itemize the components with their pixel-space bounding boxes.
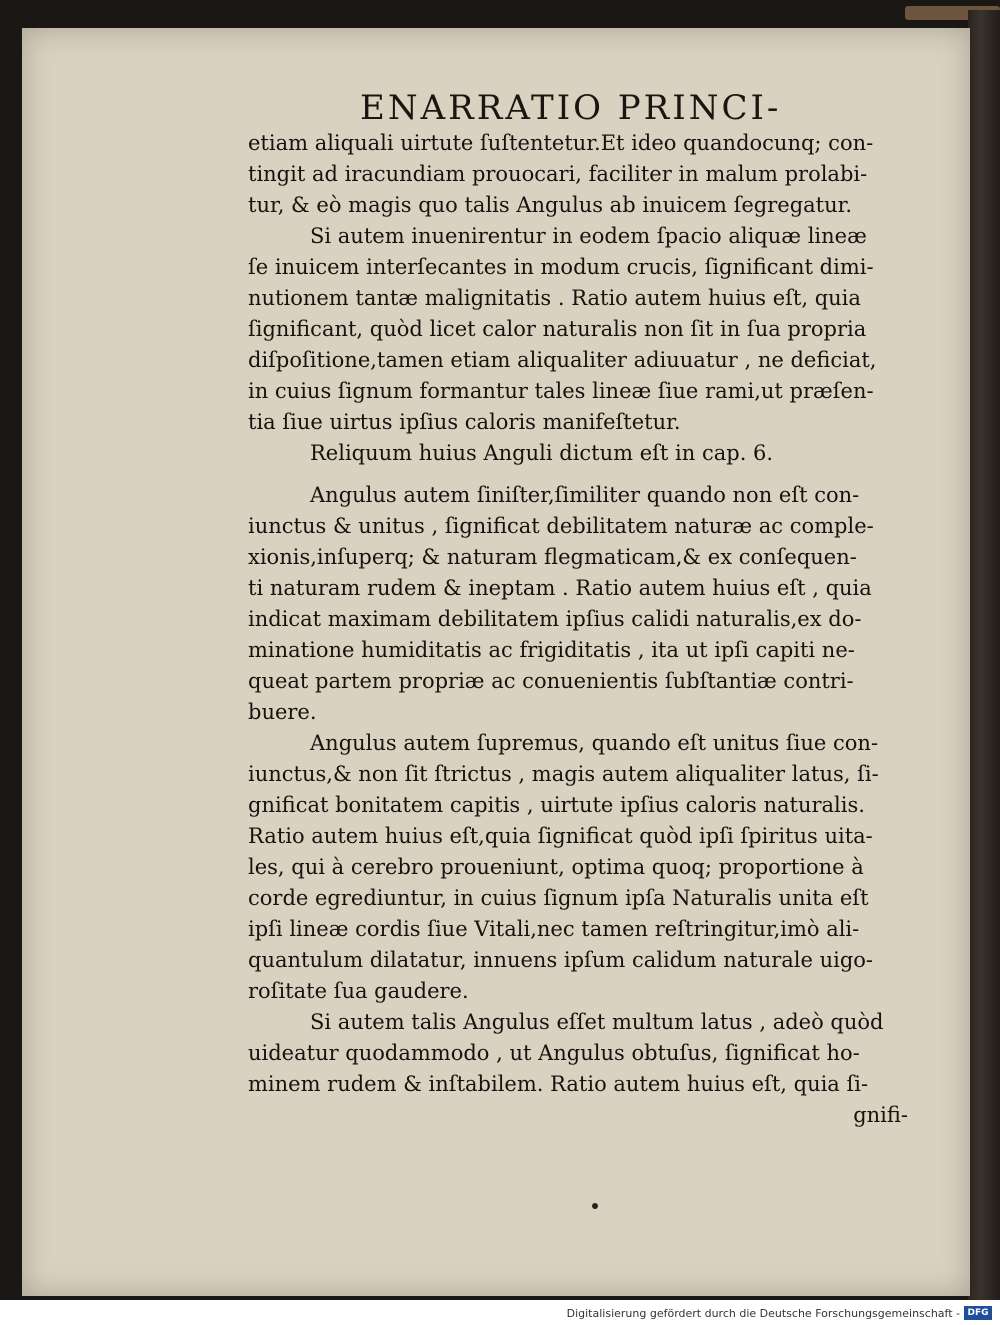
text-line: Reliquum huius Anguli dictum eſt in cap. 6. [310, 441, 774, 465]
text-line: gnificat bonitatem capitis , uirtute ipſius caloris naturalis. [248, 793, 865, 817]
text-line: tingit ad iracundiam prouocari, faciliter in malum prolabi- [248, 162, 868, 186]
text-line: nutionem tantæ malignitatis . Ratio autem huius eſt, quia [248, 286, 861, 310]
text-line: in cuius ſignum formantur tales lineæ ſiue rami,ut præſen- [248, 379, 874, 403]
text-line: ipſi lineæ cordis ſiue Vitali,nec tamen reſtringitur,imò ali- [248, 917, 860, 941]
text-line: etiam aliquali uirtute ſuſtentetur.Et ideo quandocunq; con- [248, 131, 874, 155]
text-line: iunctus & unitus , ſignificat debilitatem naturæ ac comple- [248, 514, 874, 538]
text-line: gnifi- [853, 1103, 908, 1127]
text-line: quantulum dilatatur, innuens ipſum calidum naturale uigo- [248, 948, 874, 972]
text-line: roſitate ſua gaudere. [248, 979, 469, 1003]
book-edge-right [968, 10, 1000, 1300]
text-line: indicat maximam debilitatem ipſius calidi naturalis,ex do- [248, 607, 862, 631]
text-line: tur, & eò magis quo talis Angulus ab inuicem ſegregatur. [248, 193, 853, 217]
ink-dot [592, 1203, 598, 1209]
text-line: Si autem inuenirentur in eodem ſpacio aliquæ lineæ [310, 224, 867, 248]
text-line: ſe inuicem interſecantes in modum crucis, ſignificant dimi- [248, 255, 874, 279]
text-line: les, qui à cerebro proueniunt, optima quoq; proportione à [248, 855, 864, 879]
text-line: Ratio autem huius eſt,quia ſignificat quòd ipſi ſpiritus uita- [248, 824, 873, 848]
text-line: iunctus,& non ſit ſtrictus , magis autem aliqualiter latus, ſi- [248, 762, 879, 786]
footer-credit: Digitalisierung gefördert durch die Deutsche Forschungsgemeinschaft - [566, 1307, 960, 1320]
text-line: ti naturam rudem & ineptam . Ratio autem huius eſt , quia [248, 576, 872, 600]
dfg-logo: DFG [964, 1306, 992, 1320]
running-head: ENARRATIO PRINCI- [360, 88, 782, 128]
text-line: minem rudem & inſtabilem. Ratio autem huius eſt, quia ſi- [248, 1072, 869, 1096]
text-line: Angulus autem ſiniſter,ſimiliter quando non eſt con- [310, 483, 860, 507]
text-line: minatione humiditatis ac frigiditatis , ita ut ipſi capiti ne- [248, 638, 855, 662]
text-line: queat partem propriæ ac conuenientis ſubſtantiæ contri- [248, 669, 854, 693]
text-line: xionis,inſuperq; & naturam flegmaticam,& ex conſequen- [248, 545, 857, 569]
text-line: ſignificant, quòd licet calor naturalis non ſit in ſua propria [248, 317, 867, 341]
text-line: diſpoſitione,tamen etiam aliqualiter adiuuatur , ne deficiat, [248, 348, 877, 372]
text-line: tia ſiue uirtus ipſius caloris manifeſtetur. [248, 410, 681, 434]
text-line: buere. [248, 700, 317, 724]
body-text [248, 128, 928, 1131]
text-line: Si autem talis Angulus eſſet multum latus , adeò quòd [310, 1010, 884, 1034]
text-line: uideatur quodammodo , ut Angulus obtuſus, ſignificat ho- [248, 1041, 860, 1065]
text-line: Angulus autem ſupremus, quando eſt unitus ſiue con- [310, 731, 879, 755]
text-line: corde egrediuntur, in cuius ſignum ipſa Naturalis unita eſt [248, 886, 869, 910]
